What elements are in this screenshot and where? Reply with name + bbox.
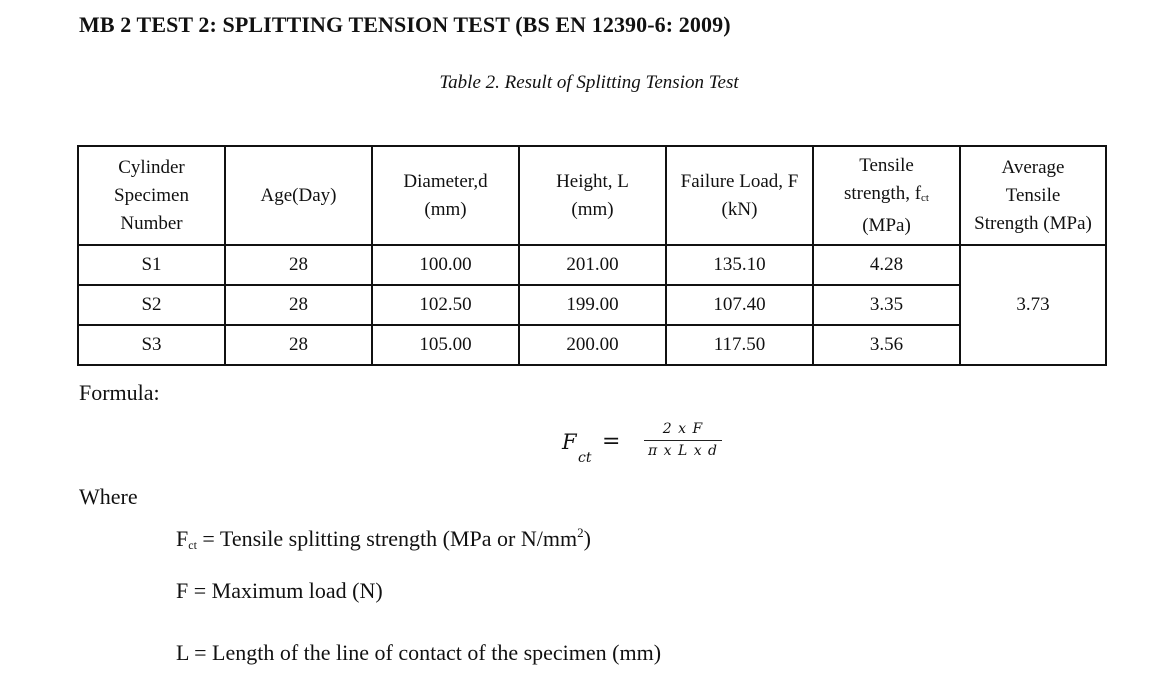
formula-equals: =: [602, 429, 621, 454]
cell-average-tensile-strength: 3.73: [960, 245, 1106, 365]
cell-specimen: S2: [78, 285, 225, 325]
table-row: [78, 325, 1106, 365]
table-caption: Table 2. Result of Splitting Tension Test: [439, 72, 739, 93]
cell-diameter: 102.50: [372, 285, 519, 325]
cell-age: 28: [225, 245, 372, 285]
formula-label: Formula:: [79, 380, 160, 405]
page-heading: MB 2 TEST 2: SPLITTING TENSION TEST (BS EN 12390-6: 2009): [79, 12, 731, 37]
header-failure-load: Failure Load, F (kN): [666, 146, 813, 245]
definition-fct: Fct = Tensile splitting strength (MPa or $N/mm^2$): [176, 525, 591, 552]
cell-specimen: S1: [78, 245, 225, 285]
cell-tensile-strength: 3.35: [813, 285, 960, 325]
header-tensile-strength: Tensile strength, fct (MPa): [813, 146, 960, 245]
cell-age: 28: [225, 285, 372, 325]
cell-failure-load: 107.40: [666, 285, 813, 325]
formula-numerator: 2 x F: [644, 421, 722, 441]
cell-failure-load: 117.50: [666, 325, 813, 365]
cell-diameter: 105.00: [372, 325, 519, 365]
definition-l: L = Length of the line of contact of the specimen (mm): [176, 640, 662, 665]
header-age: Age(Day): [225, 146, 372, 245]
where-label: Where: [79, 484, 138, 509]
cell-diameter: 100.00: [372, 245, 519, 285]
formula-fraction: [644, 421, 722, 459]
cell-specimen: S3: [78, 325, 225, 365]
results-table: [77, 145, 1107, 366]
header-average-tensile-strength: Average Tensile Strength (MPa): [960, 146, 1106, 245]
cell-height: 201.00: [519, 245, 666, 285]
definition-f: F = Maximum load (N): [176, 578, 383, 603]
header-diameter: Diameter,d (mm): [372, 146, 519, 245]
formula-lhs: F ct: [562, 430, 592, 466]
table-row: [78, 285, 1106, 325]
table-header-row: [78, 146, 1106, 245]
header-specimen: Cylinder Specimen Number: [78, 146, 225, 245]
cell-height: 199.00: [519, 285, 666, 325]
formula-denominator: π x L x d: [647, 443, 719, 459]
cell-height: 200.00: [519, 325, 666, 365]
cell-tensile-strength: 3.56: [813, 325, 960, 365]
header-height: Height, L (mm): [519, 146, 666, 245]
cell-failure-load: 135.10: [666, 245, 813, 285]
cell-tensile-strength: 4.28: [813, 245, 960, 285]
table-row: [78, 245, 1106, 285]
cell-age: 28: [225, 325, 372, 365]
